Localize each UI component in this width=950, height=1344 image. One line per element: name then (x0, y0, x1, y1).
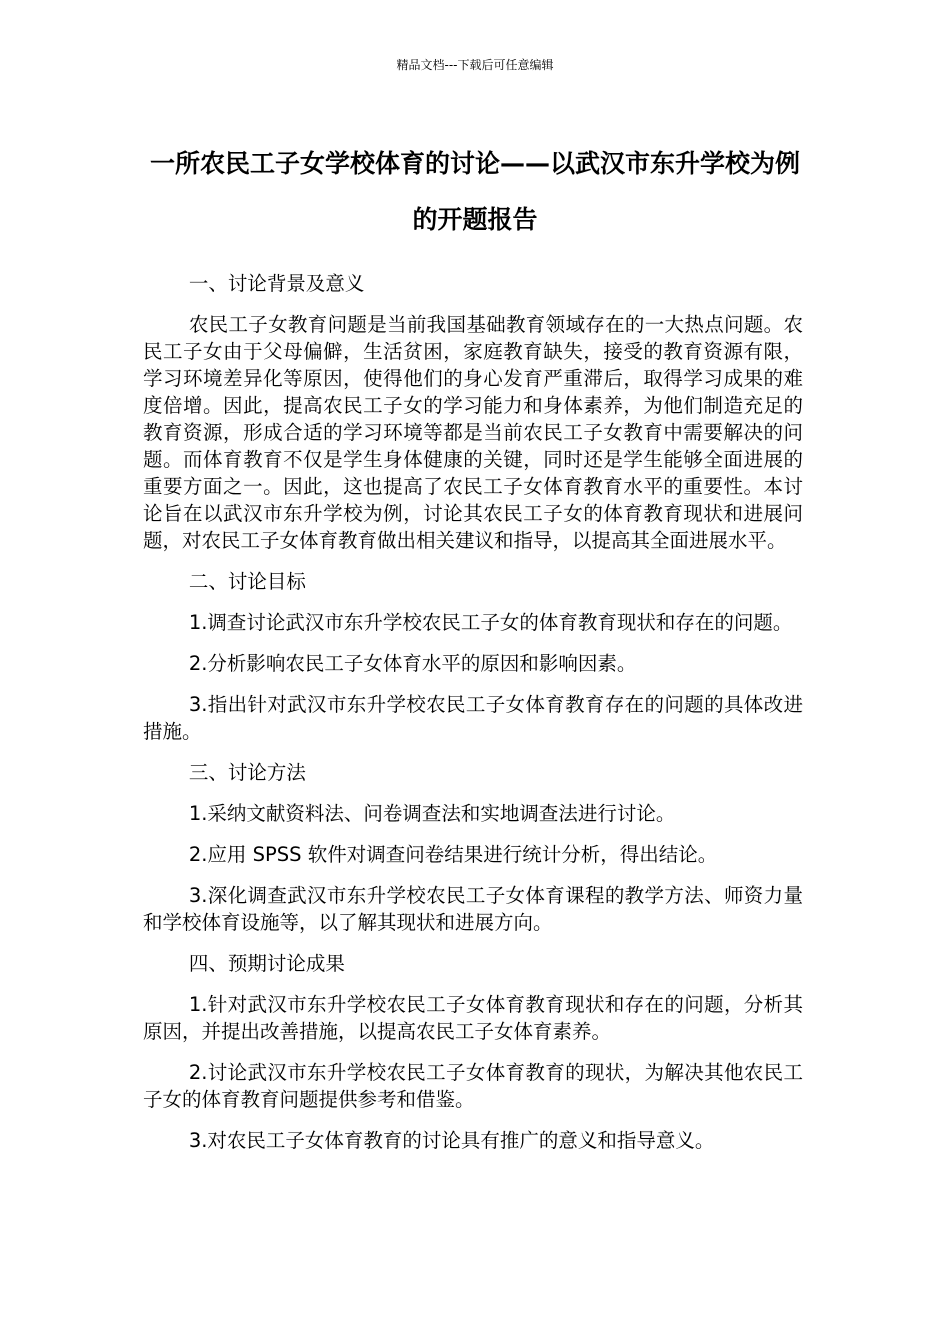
goal-item-3: 3.指出针对武汉市东升学校农民工子女体育教育存在的问题的具体改进措施。 (143, 693, 803, 743)
section-heading-background: 一、讨论背景及意义 (188, 272, 365, 295)
header-note: 精品文档---下载后可任意编辑 (396, 58, 554, 72)
method-item-1: 1.采纳文献资料法、问卷调查法和实地调查法进行讨论。 (188, 802, 676, 825)
outcome-item-3: 3.对农民工子女体育教育的讨论具有推广的意义和指导意义。 (188, 1129, 715, 1152)
method-item-3: 3.深化调查武汉市东升学校农民工子女体育课程的教学方法、师资力量和学校体育设施等，以了解其现状和进展方向。 (143, 884, 803, 934)
goal-item-2: 2.分析影响农民工子女体育水平的原因和影响因素。 (188, 652, 637, 675)
document-body (143, 270, 803, 1168)
document-title: 一所农民工子女学校体育的讨论——以武汉市东升学校为例的开题报告 (149, 149, 800, 234)
paragraph-background: 农民工子女教育问题是当前我国基础教育领域存在的一大热点问题。农民工子女由于父母偏僻，生活贫困，家庭教育缺失，接受的教育资源有限，学习环境差异化等原因，使得他们的身心发育严重滞后，取得学习成果的难度倍增。因此，提高农民工子女的学习能力和身体素养，为他们制造充足的教育资源，形成合适的学习环境等都是当前农民工子女教育中需要解决的问题。而体育教育不仅是学生身体健康的关键，同时还是学生能够全面进展的重要方面之一。因此，这也提高了农民工子女体育教育水平的重要性。本讨论旨在以武汉市东升学校为例，讨论其农民工子女的体育教育现状和进展问题，对农民工子女体育教育做出相关建议和指导，以提高其全面进展水平。 (143, 313, 803, 552)
method-item-2: 2.应用 SPSS 软件对调查问卷结果进行统计分析，得出结论。 (188, 843, 718, 866)
section-heading-goals: 二、讨论目标 (188, 570, 306, 593)
goal-item-1: 1.调查讨论武汉市东升学校农民工子女的体育教育现状和存在的问题。 (188, 611, 793, 634)
outcome-item-2: 2.讨论武汉市东升学校农民工子女体育教育的现状，为解决其他农民工子女的体育教育问题提供参考和借鉴。 (143, 1061, 803, 1111)
section-heading-methods: 三、讨论方法 (188, 761, 306, 784)
section-heading-outcomes: 四、预期讨论成果 (188, 952, 345, 975)
outcome-item-1: 1.针对武汉市东升学校农民工子女体育教育现状和存在的问题，分析其原因，并提出改善措施，以提高农民工子女体育素养。 (143, 993, 803, 1043)
